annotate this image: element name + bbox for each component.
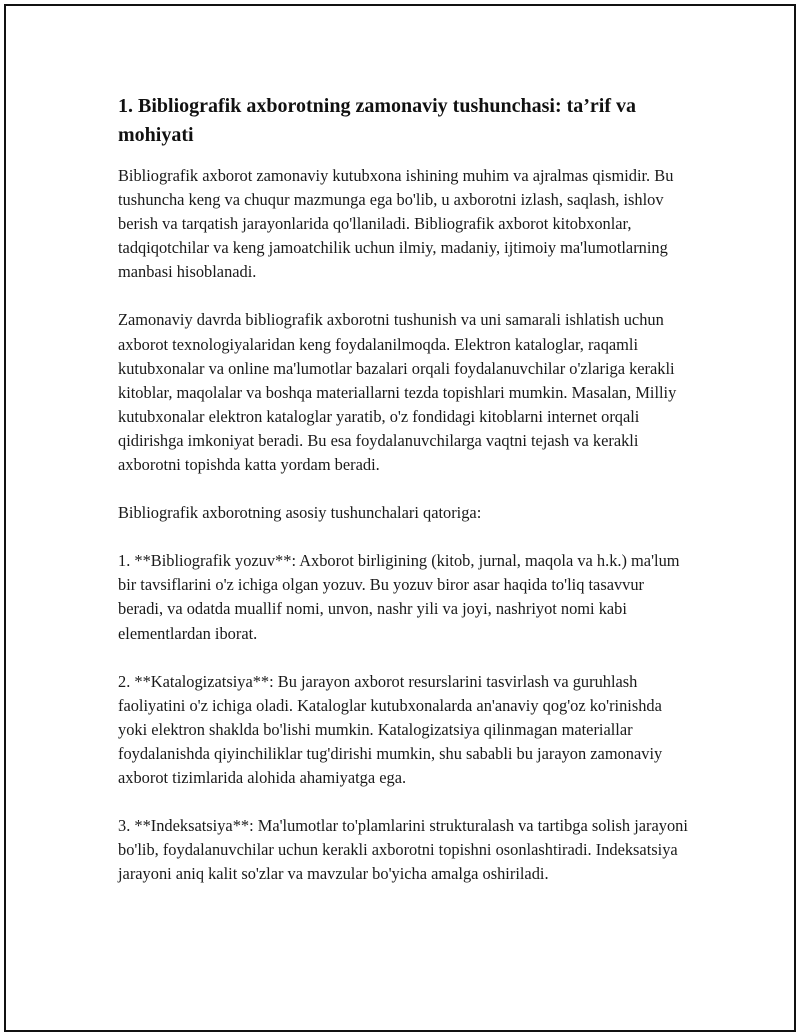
section-heading: 1. Bibliografik axborotning zamonaviy tushunchasi: ta’rif va mohiyati xyxy=(118,95,637,146)
paragraph-basic-concepts: Bibliografik axborotning asosiy tushunchalari qatoriga: xyxy=(118,503,482,523)
paragraph-modern-era: Zamonaviy davrda bibliografik axborotni tushunish va uni samarali ishlatish uchun axborot texnologiyalaridan keng foydalanilmoqda. Elektron kataloglar, raqamli kutubxonalar va online ma'lumotlar bazalari orqali foydalanuvchilar o'zlariga kerakli kitoblar, maqolalar va boshqa materiallarni tezda topishlari mumkin. Masalan, Milliy kutubxonalar elektron kataloglar yaratib, o'z fondidagi kitoblarni internet orqali qidirishga imkoniyat beradi. Bu esa foydalanuvchilarga vaqtni tejash va kerakli axborotni topishda katta yordam beradi. xyxy=(118,310,677,475)
list-item-bibliographic-record: 1. **Bibliografik yozuv**: Axborot birligining (kitob, jurnal, maqola va h.k.) ma'lum bir tavsiflarini o'z ichiga olgan yozuv. Bu yozuv biror asar haqida to'liq tasavvur beradi, va odatda muallif nomi, unvon, nashr yili va joyi, nashriyot nomi kabi elementlardan iborat. xyxy=(118,551,680,643)
document-body xyxy=(118,92,688,910)
paragraph-intro: Bibliografik axborot zamonaviy kutubxona ishining muhim va ajralmas qismidir. Bu tushuncha keng va chuqur mazmunga ega bo'lib, u axborotni izlash, saqlash, ishlov berish va tarqatish jarayonlarida qo'llaniladi. Bibliografik axborot kitobxonlar, tadqiqotchilar va keng jamoatchilik uchun ilmiy, madaniy, ijtimoiy ma'lumotlarning manbasi hisoblanadi. xyxy=(118,166,674,282)
list-item-cataloging: 2. **Katalogizatsiya**: Bu jarayon axborot resurslarini tasvirlash va guruhlash faoliyatini o'z ichiga oladi. Kataloglar kutubxonalarda an'anaviy qog'oz ko'rinishda yoki elektron shaklda bo'lishi mumkin. Katalogizatsiya qilinmagan materiallar foydalanishda qiyinchiliklar tug'dirishi mumkin, shu sababli bu jarayon zamonaviy axborot tizimlarida alohida ahamiyatga ega. xyxy=(118,671,663,787)
list-item-indexing: 3. **Indeksatsiya**: Ma'lumotlar to'plamlarini strukturalash va tartibga solish jarayoni bo'lib, foydalanuvchilar uchun kerakli axborotni topishni osonlashtiradi. Indeksatsiya jarayoni aniq kalit so'zlar va mavzular bo'yicha amalga oshiriladi. xyxy=(118,816,688,884)
